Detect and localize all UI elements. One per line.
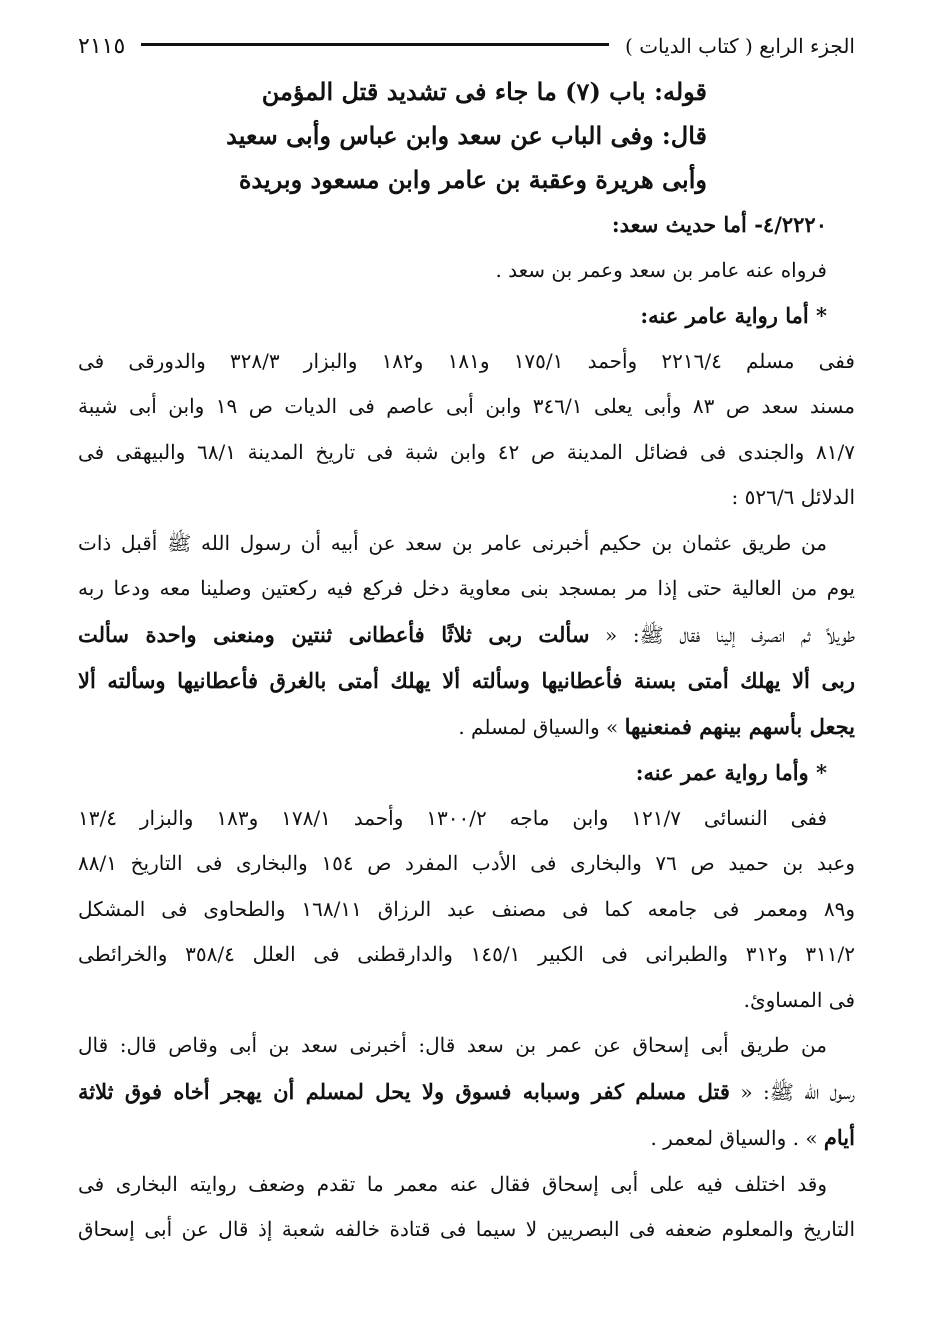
text-line: من طريق أبى إسحاق عن عمر بن سعد قال: أخبرنى سعد بن أبى وقاص قال: قال: [78, 1033, 827, 1057]
text-run: » . والسياق لمعمر .: [650, 1126, 824, 1150]
text-line: ففى مسلم ٢٢١٦/٤ وأحمد ١٧٥/١ و١٨١ و١٨٢ والبزار ٣٢٨/٣ والدورقى فى: [78, 348, 855, 373]
text-line: [78, 704, 855, 751]
header-rule: [141, 43, 609, 46]
text-line: وعبد بن حميد ص ٧٦ والبخارى فى الأدب المفرد ص ١٥٤ والبخارى فى التاريخ ٨٨/١: [78, 851, 856, 875]
hadith-heading: ٤/٢٢٢٠- أما حديث سعد:: [611, 212, 827, 237]
text-line: التاريخ والمعلوم ضعفه فى البصريين لا سيما فى قتادة خالفه شعبة إذ قال عن أبى إسحاق: [78, 1217, 855, 1241]
body-text: [78, 202, 855, 1253]
text-line: ٣١١/٢ و٣١٢ والطبرانى فى الكبير ١٤٥/١ والدارقطنى فى العلل ٣٥٨/٤ والخرائطى: [78, 942, 856, 966]
text-line: مسند سعد ص ٨٣ وأبى يعلى ٣٤٦/١ وابن أبى عاصم فى الديات ص ١٩ وابن أبى شيبة: [78, 394, 856, 418]
text-run: طويلاً ثم انصرف إلينا فقال ﷺ: «: [589, 622, 855, 647]
text-line: ففى النسائى ١٢١/٧ وابن ماجه ١٣٠٠/٢ وأحمد ١٧٨/١ و١٨٣ والبزار ١٣/٤: [78, 805, 827, 830]
text-line: و٨٩ ومعمر فى جامعه كما فى مصنف عبد الرزاق ١٦٨/١١ والطحاوى فى المشكل: [78, 896, 855, 921]
text-line: ٨١/٧ والجندى فى فضائل المدينة ص ٤٢ وابن شبة فى تاريخ المدينة ٦٨/١ والبيهقى فى: [78, 439, 855, 464]
hadith-text-bold: سألت ربى ثلاثًا فأعطانى ثنتين ومنعنى واحدة سألت: [78, 621, 590, 647]
heading-line-2: قال: وفى الباب عن سعد وابن عباس وأبى سعيد: [226, 121, 707, 150]
hadith-text-bold: قتل مسلم كفر وسبابه فسوق ولا يحل لمسلم أن يهجر أخاه فوق ثلاثة: [78, 1078, 730, 1104]
hadith-text-bold: يجعل بأسهم بينهم فمنعنيها: [624, 713, 855, 739]
running-title: الجزء الرابع ( كتاب الديات ): [625, 34, 855, 58]
text-line: [78, 1069, 855, 1116]
chapter-heading: [78, 70, 855, 202]
text-run: » والسياق لمسلم .: [458, 714, 625, 739]
text-line: [78, 1115, 855, 1162]
heading-line-3: وأبى هريرة وعقبة بن عامر وابن مسعود وبريدة: [238, 165, 707, 194]
text-line: [78, 612, 855, 659]
hadith-text-bold: أيام: [823, 1125, 855, 1150]
text-run: رسول الله ﷺ: «: [729, 1079, 855, 1104]
section-heading-umar: * وأما رواية عمر عنه:: [635, 760, 827, 785]
text-line: من طريق عثمان بن حكيم أخبرنى عامر بن سعد عن أبيه أن رسول الله ﷺ أقبل ذات: [78, 530, 827, 555]
text-line: يوم من العالية حتى إذا مر بمسجد بنى معاوية دخل فركع فيه ركعتين وصلينا معه ودعا ربه: [78, 576, 855, 600]
text-line: وقد اختلف فيه على أبى إسحاق فقال عنه معمر ما تقدم وضعف روايته البخارى فى: [78, 1171, 827, 1196]
text-line: فرواه عنه عامر بن سعد وعمر بن سعد .: [495, 257, 827, 282]
section-heading-amir: * أما رواية عامر عنه:: [640, 303, 827, 328]
running-header: [78, 26, 855, 66]
text-line: فى المساوئ.: [743, 987, 855, 1012]
page-number: ٢١١٥: [78, 33, 126, 59]
text-line: الدلائل ٥٢٦/٦ :: [731, 485, 855, 509]
hadith-text-bold: ربى ألا يهلك أمتى بسنة فأعطانيها وسألته ألا يهلك أمتى بالغرق فأعطانيها وسألته ألا: [78, 668, 855, 693]
heading-line-1: قوله: باب (٧) ما جاء فى تشديد قتل المؤمن: [261, 77, 707, 106]
